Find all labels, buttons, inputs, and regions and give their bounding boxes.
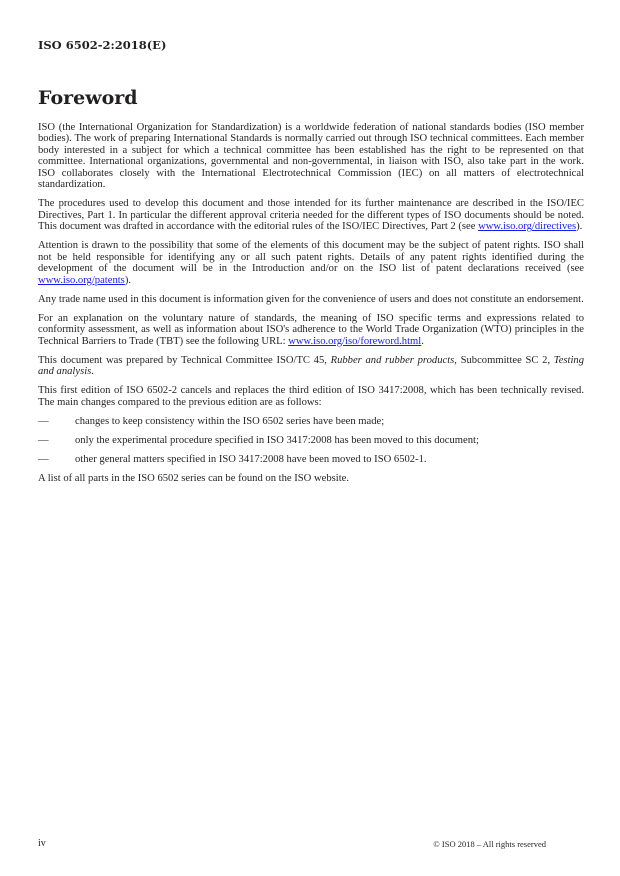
text: . (421, 335, 424, 347)
paragraph: A list of all parts in the ISO 6502 series can be found on the ISO website. (38, 472, 349, 484)
subcommittee-title: Testing and analysis (38, 354, 585, 378)
list-item-text: changes to keep consistency within the ISO 6502 series have been made; (75, 415, 385, 427)
page-number: iv (38, 838, 46, 849)
directives-link[interactable]: www.iso.org/directives (478, 221, 577, 233)
list-item-text: only the experimental procedure specified in ISO 3417:2008 has been moved to this document; (75, 434, 479, 446)
paragraph: ISO (the International Organization for Standardization) is a worldwide federation of national standards bodies (ISO member bodies). The work of preparing International Standards is normally carried out through ISO technical committees. Each member body interested in a subject for which a technical committee has been established has the right to be represented on that committee. International organizations, governmental and non-governmental, in liaison with ISO, also take part in the work. ISO collaborates closely with the International Electrotechnical Commission (IEC) on all matters of electrotechnical standardization. (38, 122, 584, 191)
page-title: Foreword (38, 87, 138, 109)
paragraph (38, 240, 584, 286)
paragraph: This first edition of ISO 6502-2 cancels and replaces the third edition of ISO 3417:2008, which has been technically revised. The main changes compared to the previous edition are as follows: (38, 385, 584, 408)
dash: — (38, 415, 49, 427)
committee-title: Rubber and rubber products (330, 354, 455, 366)
dash: — (38, 434, 49, 446)
text: The procedures used to develop this document and those intended for its further maintenance are described in the ISO/IEC Directives, Part 1. In particular the different approval criteria needed for the different types of ISO documents should be noted. This document was drafted in accordance with the editorial rules of the ISO/IEC Directives, Part 2 (see (38, 198, 584, 233)
paragraph (38, 313, 584, 347)
text: . (91, 366, 94, 378)
copyright-notice: © ISO 2018 – All rights reserved (433, 839, 546, 849)
text: ). (124, 274, 131, 286)
text: Attention is drawn to the possibility that some of the elements of this document may be the subject of patent rights. ISO shall not be held responsible for identifying any or all such patent rights. Details of any patent rights identified during the development of the document will be in the Introduction and/or on the ISO list of patent declarations received (see (38, 240, 584, 275)
list-item (38, 454, 584, 465)
paragraph (38, 355, 584, 378)
list-item-text: other general matters specified in ISO 3417:2008 have been moved to ISO 6502-1. (75, 453, 427, 465)
text: This document was prepared by Technical Committee ISO/TC 45, (38, 354, 331, 366)
patents-link[interactable]: www.iso.org/patents (38, 274, 125, 286)
paragraph (38, 198, 584, 232)
paragraph: Any trade name used in this document is information given for the convenience of users and does not constitute an endorsement. (38, 293, 584, 305)
text: ). (576, 221, 583, 233)
foreword-link[interactable]: www.iso.org/iso/foreword.html (288, 335, 422, 347)
foreword-body (38, 122, 584, 492)
text: For an explanation on the voluntary nature of standards, the meaning of ISO specific terms and expressions related to conformity assessment, as well as information about ISO's adherence to the World Trade Organization (WTO) principles in the Technical Barriers to Trade (TBT) see the following URL: (38, 312, 584, 347)
list-item (38, 435, 584, 446)
list-item (38, 416, 584, 427)
document-id-header: ISO 6502-2:2018(E) (38, 38, 167, 52)
text: , Subcommittee SC 2, (454, 354, 554, 366)
dash: — (38, 453, 49, 465)
